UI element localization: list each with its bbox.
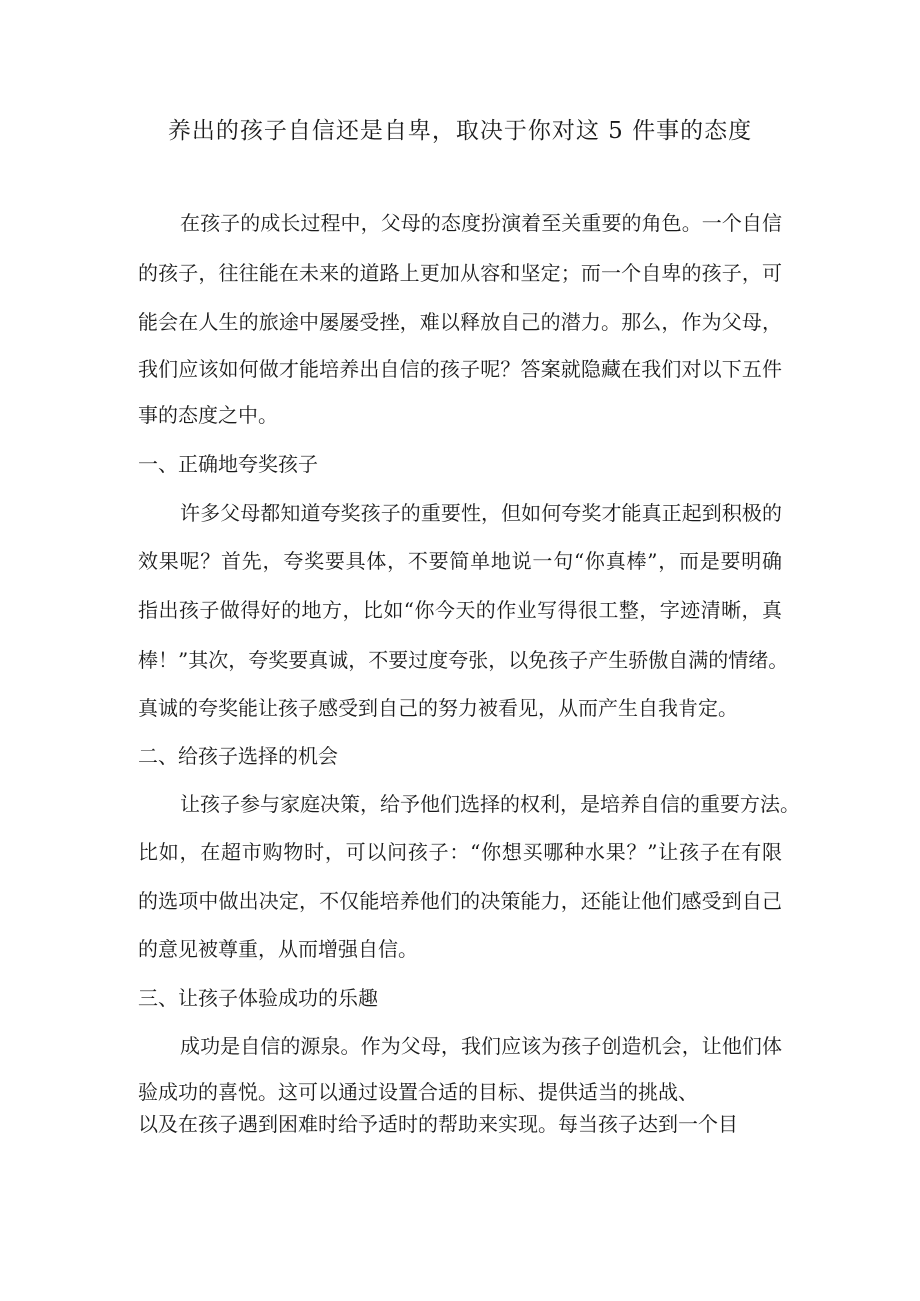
paragraph-line: 棒！”其次，夸奖要真诚，不要过度夸张，以免孩子产生骄傲自满的情绪。 <box>138 648 789 672</box>
paragraph-line: 成功是自信的源泉。作为父母，我们应该为孩子创造机会，让他们体 <box>180 1034 782 1058</box>
paragraph-line: 验成功的喜悦。这可以通过设置合适的目标、提供适当的挑战、 <box>138 1080 698 1104</box>
paragraph-line: 效果呢？首先，夸奖要具体，不要简单地说一句“你真棒”，而是要明确 <box>138 549 782 573</box>
paragraph-line: 能会在人生的旅途中屡屡受挫，难以释放自己的潜力。那么，作为父母， <box>138 310 782 334</box>
paragraph-line: 的选项中做出决定，不仅能培养他们的决策能力，还能让他们感受到自己 <box>138 889 782 913</box>
paragraph-line: 许多父母都知道夸奖孩子的重要性，但如何夸奖才能真正起到积极的 <box>180 501 782 525</box>
paragraph-line: 的孩子，往往能在未来的道路上更加从容和坚定；而一个自卑的孩子，可 <box>138 261 782 285</box>
paragraph-line: 真诚的夸奖能让孩子感受到自己的努力被看见，从而产生自我肯定。 <box>138 696 738 720</box>
section-heading: 二、给孩子选择的机会 <box>138 744 338 768</box>
section-heading: 三、让孩子体验成功的乐趣 <box>138 986 378 1010</box>
section-heading: 一、正确地夸奖孩子 <box>138 452 318 476</box>
paragraph-line: 在孩子的成长过程中，父母的态度扮演着至关重要的角色。一个自信 <box>180 211 782 235</box>
paragraph-line: 让孩子参与家庭决策，给予他们选择的权利，是培养自信的重要方法。 <box>180 792 800 816</box>
page-title: 养出的孩子自信还是自卑，取决于你对这 5 件事的态度 <box>167 118 753 144</box>
paragraph-line: 的意见被尊重，从而增强自信。 <box>138 937 418 961</box>
paragraph-line: 指出孩子做得好的地方，比如“你今天的作业写得很工整，字迹清晰，真 <box>138 598 782 622</box>
paragraph-line: 以及在孩子遇到困难时给予适时的帮助来实现。每当孩子达到一个目 <box>138 1112 738 1136</box>
paragraph-line: 比如，在超市购物时，可以问孩子：“你想买哪种水果？”让孩子在有限 <box>138 840 782 864</box>
paragraph-line: 事的态度之中。 <box>138 403 278 427</box>
paragraph-line: 我们应该如何做才能培养出自信的孩子呢？答案就隐藏在我们对以下五件 <box>138 357 782 381</box>
